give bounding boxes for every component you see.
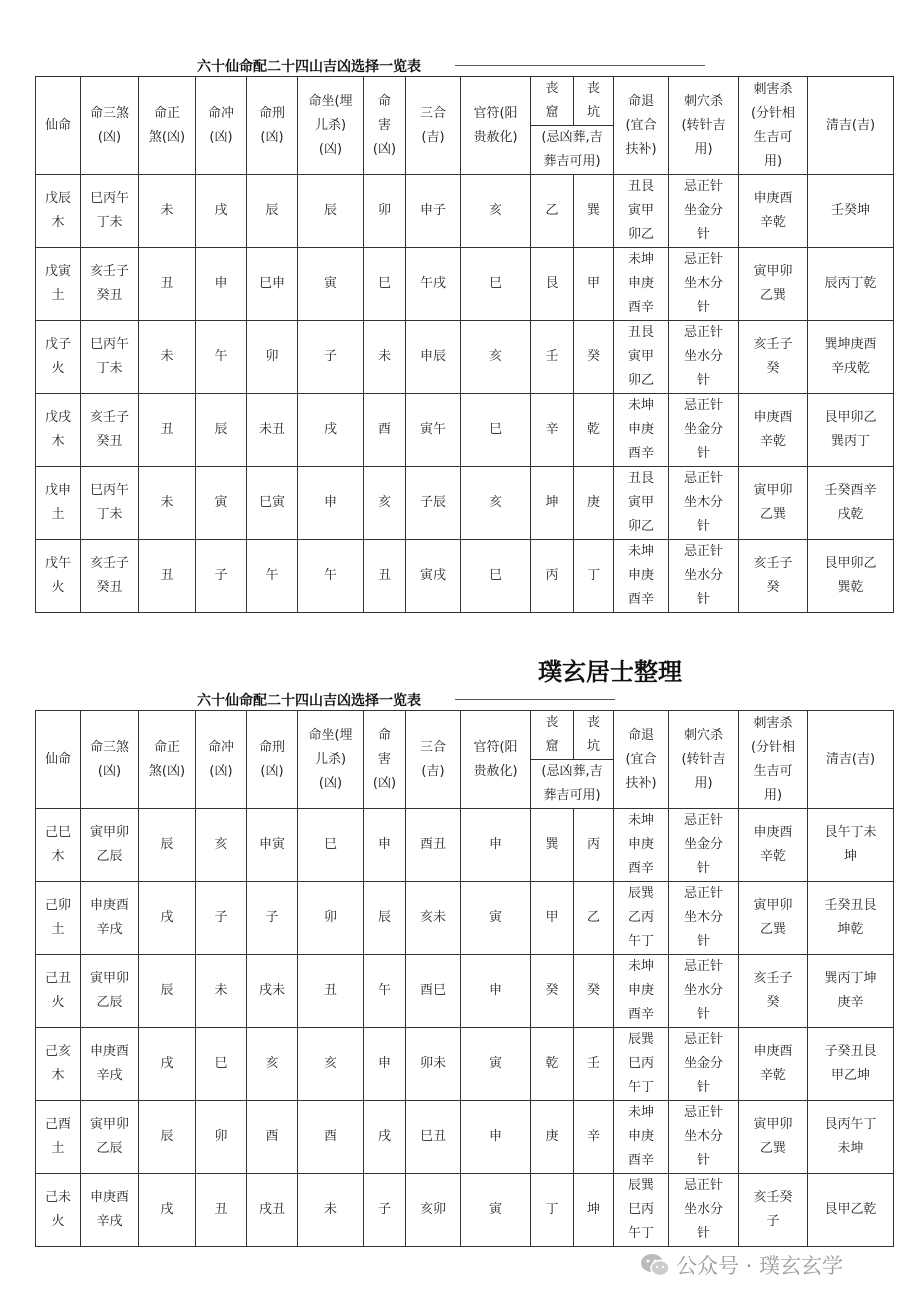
table-cell: 寅甲卯 乙巽	[739, 248, 808, 321]
header-cixue: 刺穴杀 (转针吉 用)	[669, 711, 739, 809]
table-cell: 酉丑	[406, 809, 461, 882]
table-cell: 未坤 申庚 酉辛	[614, 248, 669, 321]
table-cell: 忌正针 坐金分 针	[669, 175, 739, 248]
table-cell: 艮	[531, 248, 574, 321]
table-cell: 辰	[196, 394, 247, 467]
table-cell: 卯未	[406, 1028, 461, 1101]
table-cell: 申庚酉 辛乾	[739, 175, 808, 248]
table-cell: 亥壬子 癸	[739, 540, 808, 613]
table-cell: 巳丑	[406, 1101, 461, 1174]
table-cell: 寅	[298, 248, 364, 321]
table-cell: 申	[461, 1101, 531, 1174]
table-cell: 申庚酉 辛戌	[81, 882, 139, 955]
table-cell: 辰丙丁乾	[808, 248, 894, 321]
table-cell: 巳丙午 丁未	[81, 321, 139, 394]
table-cell: 巽	[531, 809, 574, 882]
table-cell: 申庚酉 辛戌	[81, 1028, 139, 1101]
table-cell: 亥未	[406, 882, 461, 955]
table-cell: 亥	[364, 467, 406, 540]
table-cell: 亥	[461, 321, 531, 394]
table-cell: 己未 火	[36, 1174, 81, 1247]
table-cell: 忌正针 坐金分 针	[669, 1028, 739, 1101]
table-cell: 寅	[461, 1174, 531, 1247]
fortune-table-2	[35, 710, 894, 1247]
table-cell: 艮丙午丁 未坤	[808, 1101, 894, 1174]
header-sanhe: 三合 (吉)	[406, 77, 461, 175]
table-cell: 丑艮 寅甲 卯乙	[614, 321, 669, 394]
wechat-watermark	[640, 1250, 843, 1280]
table-cell: 庚	[531, 1101, 574, 1174]
header-mingtui: 命退 (宜合 扶补)	[614, 711, 669, 809]
table-cell: 壬癸丑艮 坤乾	[808, 882, 894, 955]
table-cell: 未	[139, 175, 196, 248]
table-cell: 寅甲卯 乙巽	[739, 1101, 808, 1174]
table-cell: 辰	[247, 175, 298, 248]
table-row	[36, 394, 894, 467]
table-cell: 丑	[364, 540, 406, 613]
table-cell: 乾	[531, 1028, 574, 1101]
table-cell: 亥	[461, 467, 531, 540]
table-cell: 辰巽 巳丙 午丁	[614, 1174, 669, 1247]
table-cell: 酉	[247, 1101, 298, 1174]
table-cell: 寅甲卯 乙辰	[81, 809, 139, 882]
table-cell: 亥	[298, 1028, 364, 1101]
table-cell: 子癸丑艮 甲乙坤	[808, 1028, 894, 1101]
header-sangkeng: 丧 坑	[574, 711, 614, 760]
header-sansha: 命三煞 (凶)	[81, 77, 139, 175]
table-cell: 未	[139, 321, 196, 394]
table-cell: 戊午 火	[36, 540, 81, 613]
table-cell: 午	[247, 540, 298, 613]
table-cell: 己卯 土	[36, 882, 81, 955]
table-cell: 巳	[461, 540, 531, 613]
table-cell: 忌正针 坐金分 针	[669, 809, 739, 882]
table-cell: 辰	[298, 175, 364, 248]
table-cell: 午	[298, 540, 364, 613]
table-cell: 坤	[574, 1174, 614, 1247]
header-xing: 命刑 (凶)	[247, 711, 298, 809]
table-cell: 戌丑	[247, 1174, 298, 1247]
table-cell: 庚	[574, 467, 614, 540]
table-cell: 忌正针 坐木分 针	[669, 1101, 739, 1174]
table-cell: 卯	[364, 175, 406, 248]
table-cell: 辛	[574, 1101, 614, 1174]
table-cell: 忌正针 坐木分 针	[669, 882, 739, 955]
header-sansha: 命三煞 (凶)	[81, 711, 139, 809]
table-cell: 甲	[531, 882, 574, 955]
header-cihai: 刺害杀 (分针相 生吉可 用)	[739, 711, 808, 809]
table-cell: 申	[196, 248, 247, 321]
table-cell: 巳	[461, 394, 531, 467]
header-sang-note: (忌凶葬,吉 葬吉可用)	[531, 760, 614, 809]
table-cell: 戌	[364, 1101, 406, 1174]
table-cell: 亥壬子 癸	[739, 955, 808, 1028]
header-sang-note: (忌凶葬,吉 葬吉可用)	[531, 126, 614, 175]
table-row	[36, 1101, 894, 1174]
table-cell: 巳丙午 丁未	[81, 175, 139, 248]
table-cell: 戌未	[247, 955, 298, 1028]
table-cell: 寅甲卯 乙辰	[81, 1101, 139, 1174]
table-cell: 巳申	[247, 248, 298, 321]
table-cell: 卯	[196, 1101, 247, 1174]
table-cell: 己亥 木	[36, 1028, 81, 1101]
table-cell: 卯	[298, 882, 364, 955]
table-row	[36, 321, 894, 394]
table-cell: 午	[196, 321, 247, 394]
table-cell: 未	[139, 467, 196, 540]
table-cell: 戊辰 木	[36, 175, 81, 248]
table-row	[36, 1028, 894, 1101]
header-hai: 命 害 (凶)	[364, 711, 406, 809]
table-cell: 亥壬子 癸丑	[81, 248, 139, 321]
table-cell: 乾	[574, 394, 614, 467]
table-cell: 壬	[531, 321, 574, 394]
table-cell: 丑艮 寅甲 卯乙	[614, 175, 669, 248]
table-cell: 申庚酉 辛乾	[739, 394, 808, 467]
table-cell: 酉	[364, 394, 406, 467]
table-cell: 寅午	[406, 394, 461, 467]
table-cell: 丑	[196, 1174, 247, 1247]
table-cell: 辰	[364, 882, 406, 955]
table-cell: 未	[298, 1174, 364, 1247]
header-xianming: 仙命	[36, 77, 81, 175]
table-cell: 巽坤庚酉 辛戌乾	[808, 321, 894, 394]
table-cell: 卯	[247, 321, 298, 394]
table-cell: 申寅	[247, 809, 298, 882]
header-mingtui: 命退 (宜合 扶补)	[614, 77, 669, 175]
table-cell: 申	[364, 1028, 406, 1101]
header-qingji: 清吉(吉)	[808, 77, 894, 175]
header-zuo: 命坐(埋 儿杀) (凶)	[298, 77, 364, 175]
header-guanfu: 官符(阳 贵赦化)	[461, 711, 531, 809]
table-cell: 丁	[574, 540, 614, 613]
table-cell: 丁	[531, 1174, 574, 1247]
table-cell: 甲	[574, 248, 614, 321]
table-cell: 亥	[196, 809, 247, 882]
table-cell: 忌正针 坐木分 针	[669, 248, 739, 321]
table-cell: 艮甲卯乙 巽丙丁	[808, 394, 894, 467]
table-row	[36, 175, 894, 248]
table-cell: 未坤 申庚 酉辛	[614, 809, 669, 882]
table-row	[36, 1174, 894, 1247]
table-cell: 寅甲卯 乙辰	[81, 955, 139, 1028]
header-xianming: 仙命	[36, 711, 81, 809]
table-cell: 亥	[247, 1028, 298, 1101]
table-cell: 申辰	[406, 321, 461, 394]
table-cell: 未丑	[247, 394, 298, 467]
table-cell: 丑	[139, 540, 196, 613]
table-cell: 辰	[139, 1101, 196, 1174]
table-cell: 子辰	[406, 467, 461, 540]
table-cell: 寅	[196, 467, 247, 540]
table-cell: 癸	[574, 955, 614, 1028]
table-cell: 子	[247, 882, 298, 955]
header-sangku: 丧 窟	[531, 77, 574, 126]
table-cell: 申庚酉 辛乾	[739, 1028, 808, 1101]
table-cell: 戌	[139, 1028, 196, 1101]
table-row	[36, 955, 894, 1028]
table-cell: 乙	[531, 175, 574, 248]
table-cell: 戊子 火	[36, 321, 81, 394]
header-zuo: 命坐(埋 儿杀) (凶)	[298, 711, 364, 809]
table-cell: 辰	[139, 955, 196, 1028]
table-1-title: 六十仙命配二十四山吉凶选择一览表	[197, 59, 421, 75]
table-cell: 申	[461, 809, 531, 882]
table-row	[36, 467, 894, 540]
table-cell: 己酉 土	[36, 1101, 81, 1174]
table-cell: 申	[364, 809, 406, 882]
table-cell: 子	[298, 321, 364, 394]
table-cell: 未	[196, 955, 247, 1028]
table-cell: 戊寅 土	[36, 248, 81, 321]
title-2-underline	[455, 699, 615, 700]
table-cell: 未坤 申庚 酉辛	[614, 540, 669, 613]
table-cell: 坤	[531, 467, 574, 540]
header-chong: 命冲 (凶)	[196, 77, 247, 175]
author-signature: 璞玄居士整理	[538, 658, 682, 686]
header-chong: 命冲 (凶)	[196, 711, 247, 809]
table-cell: 亥壬子 癸丑	[81, 540, 139, 613]
table-cell: 丑	[139, 248, 196, 321]
table-cell: 己巳 木	[36, 809, 81, 882]
header-zhengsha: 命正 煞(凶)	[139, 711, 196, 809]
table-cell: 戌	[139, 1174, 196, 1247]
table-2-title: 六十仙命配二十四山吉凶选择一览表	[197, 693, 421, 709]
title-1-underline	[455, 65, 705, 66]
header-guanfu: 官符(阳 贵赦化)	[461, 77, 531, 175]
table-cell: 申子	[406, 175, 461, 248]
table-cell: 亥壬子 癸	[739, 321, 808, 394]
header-qingji: 清吉(吉)	[808, 711, 894, 809]
table-cell: 未坤 申庚 酉辛	[614, 394, 669, 467]
table-row	[36, 540, 894, 613]
table-cell: 丑	[139, 394, 196, 467]
table-cell: 未坤 申庚 酉辛	[614, 1101, 669, 1174]
header-xing: 命刑 (凶)	[247, 77, 298, 175]
table-cell: 忌正针 坐水分 针	[669, 321, 739, 394]
table-cell: 丙	[574, 809, 614, 882]
table-cell: 癸	[574, 321, 614, 394]
table-cell: 戌	[298, 394, 364, 467]
table-cell: 壬	[574, 1028, 614, 1101]
table-cell: 酉巳	[406, 955, 461, 1028]
table-cell: 亥	[461, 175, 531, 248]
table-cell: 癸	[531, 955, 574, 1028]
table-cell: 申庚酉 辛戌	[81, 1174, 139, 1247]
table-cell: 辰	[139, 809, 196, 882]
table-cell: 艮甲卯乙 巽乾	[808, 540, 894, 613]
table-cell: 寅甲卯 乙巽	[739, 882, 808, 955]
table-cell: 忌正针 坐木分 针	[669, 467, 739, 540]
table-cell: 壬癸酉辛 戌乾	[808, 467, 894, 540]
table-row	[36, 882, 894, 955]
table-cell: 戌	[139, 882, 196, 955]
table-cell: 壬癸坤	[808, 175, 894, 248]
table-cell: 巳丙午 丁未	[81, 467, 139, 540]
table-cell: 戌	[196, 175, 247, 248]
table-cell: 己丑 火	[36, 955, 81, 1028]
table-cell: 子	[196, 540, 247, 613]
table-cell: 亥卯	[406, 1174, 461, 1247]
table-cell: 巳	[364, 248, 406, 321]
header-hai: 命 害 (凶)	[364, 77, 406, 175]
header-sangku: 丧 窟	[531, 711, 574, 760]
table-cell: 巳寅	[247, 467, 298, 540]
table-cell: 辰巽 乙丙 午丁	[614, 882, 669, 955]
table-cell: 子	[364, 1174, 406, 1247]
table-cell: 子	[196, 882, 247, 955]
header-sangkeng: 丧 坑	[574, 77, 614, 126]
table-cell: 未	[364, 321, 406, 394]
table-cell: 丑	[298, 955, 364, 1028]
table-cell: 巽丙丁坤 庚辛	[808, 955, 894, 1028]
table-cell: 申	[461, 955, 531, 1028]
table-cell: 申庚酉 辛乾	[739, 809, 808, 882]
table-cell: 忌正针 坐水分 针	[669, 1174, 739, 1247]
header-zhengsha: 命正 煞(凶)	[139, 77, 196, 175]
table-cell: 未坤 申庚 酉辛	[614, 955, 669, 1028]
table-cell: 寅	[461, 1028, 531, 1101]
header-cihai: 刺害杀 (分针相 生吉可 用)	[739, 77, 808, 175]
table-cell: 亥壬子 癸丑	[81, 394, 139, 467]
wechat-icon	[640, 1252, 670, 1278]
watermark-text: 公众号 · 璞玄玄学	[676, 1254, 844, 1278]
table-cell: 辰巽 巳丙 午丁	[614, 1028, 669, 1101]
table-cell: 乙	[574, 882, 614, 955]
table-cell: 寅戌	[406, 540, 461, 613]
table-cell: 酉	[298, 1101, 364, 1174]
table-cell: 丑艮 寅甲 卯乙	[614, 467, 669, 540]
table-cell: 忌正针 坐水分 针	[669, 955, 739, 1028]
table-cell: 丙	[531, 540, 574, 613]
table-cell: 申	[298, 467, 364, 540]
table-cell: 午戌	[406, 248, 461, 321]
table-cell: 巳	[298, 809, 364, 882]
table-cell: 巳	[461, 248, 531, 321]
table-cell: 巽	[574, 175, 614, 248]
table-cell: 艮午丁未 坤	[808, 809, 894, 882]
table-cell: 寅	[461, 882, 531, 955]
table-row	[36, 248, 894, 321]
table-cell: 戊申 土	[36, 467, 81, 540]
table-cell: 午	[364, 955, 406, 1028]
table-cell: 忌正针 坐水分 针	[669, 540, 739, 613]
table-cell: 辛	[531, 394, 574, 467]
table-cell: 寅甲卯 乙巽	[739, 467, 808, 540]
table-cell: 亥壬癸 子	[739, 1174, 808, 1247]
fortune-table-1	[35, 76, 894, 613]
header-cixue: 刺穴杀 (转针吉 用)	[669, 77, 739, 175]
header-sanhe: 三合 (吉)	[406, 711, 461, 809]
table-cell: 艮甲乙乾	[808, 1174, 894, 1247]
table-row	[36, 809, 894, 882]
table-cell: 戊戌 木	[36, 394, 81, 467]
table-cell: 忌正针 坐金分 针	[669, 394, 739, 467]
table-cell: 巳	[196, 1028, 247, 1101]
